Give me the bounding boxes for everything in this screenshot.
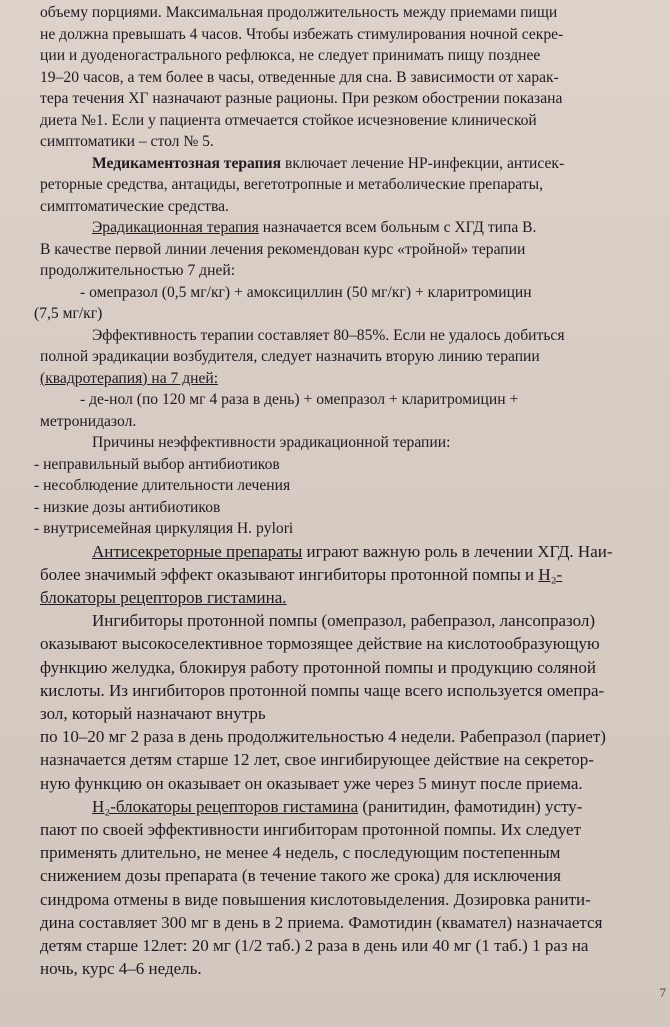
text-fragment: включает лечение HP-инфекции, антисек- bbox=[281, 154, 565, 172]
efficacy-paragraph bbox=[40, 325, 652, 433]
eradication-paragraph bbox=[34, 217, 652, 325]
text-line bbox=[40, 153, 652, 175]
ppi-paragraph bbox=[40, 609, 652, 795]
text-line: по 10–20 мг 2 раза в день продолжительностью 4 недели. Рабепразол (париет) bbox=[40, 727, 606, 747]
text-line bbox=[40, 563, 652, 586]
list-item: - неправильный выбор антибиотиков bbox=[34, 455, 280, 473]
antisecretory-paragraph bbox=[40, 540, 652, 610]
list-item: - низкие дозы антибиотиков bbox=[34, 498, 221, 516]
text-line: функцию желудка, блокируя работу протонной помпы и продукцию соляной bbox=[40, 657, 596, 677]
text-line bbox=[40, 217, 652, 239]
eradication-heading: Эрадикационная терапия bbox=[92, 219, 259, 236]
text-line: метронидазол. bbox=[40, 412, 137, 430]
antisecretory-heading: Антисекреторные препараты bbox=[92, 541, 303, 561]
h2-blockers-paragraph bbox=[40, 795, 652, 981]
text-line: ции и дуоденогастрального рефлюкса, не следует принимать пищу позднее bbox=[40, 47, 541, 64]
text-fragment: (ранитидин, фамотидин) усту- bbox=[358, 796, 583, 816]
text-line: не должна превышать 4 часов. Чтобы избежать стимулирования ночной секре- bbox=[40, 25, 564, 43]
text-line: дина составляет 300 мг в день в 2 приема. Фамотидин (квамател) назначается bbox=[40, 912, 603, 932]
text-line: В качестве первой линии лечения рекомендован курс «тройной» терапии bbox=[40, 240, 526, 258]
text-line: объему порциями. Максимальная продолжительность между приемами пищи bbox=[40, 4, 558, 21]
text-fragment: более значимый эффект оказывают ингибиторы протонной помпы и bbox=[40, 564, 539, 584]
text-line: назначается детям старше 12 лет, свое ингибирующее действие на секретор- bbox=[40, 750, 594, 770]
text-line: симптоматические средства. bbox=[40, 197, 229, 215]
text-line: пают по своей эффективности ингибиторам протонной помпы. Их следует bbox=[40, 819, 582, 839]
second-line-regimen: - де-нол (по 120 мг 4 раза в день) + омепразол + кларитромицин + bbox=[80, 391, 519, 408]
text-line bbox=[40, 368, 652, 390]
text-line bbox=[40, 540, 652, 563]
text-line: тера течения ХГ назначают разные рационы. При резком обострении показана bbox=[40, 90, 563, 107]
quadrotherapy-label: (квадротерапия) на 7 дней: bbox=[40, 369, 219, 387]
text-line: оказывают высокоселективное тормозящее действие на кислотообразующую bbox=[40, 634, 600, 654]
text-line: кислоты. Из ингибиторов протонной помпы чаще всего используется омепра- bbox=[40, 680, 605, 700]
text-line: снижением дозы препарата (в течение такого же срока) для исключения bbox=[40, 866, 561, 886]
list-item: - несоблюдение длительности лечения bbox=[34, 477, 291, 494]
h2-blockers-heading: H₂-блокаторы рецепторов гистамина bbox=[92, 796, 359, 816]
text-line: применять длительно, не менее 4 недель, с последующим постепенным bbox=[40, 843, 561, 863]
h2-blockers-label: блокаторы рецепторов гистамина. bbox=[40, 587, 287, 607]
page-number: 7 bbox=[659, 985, 666, 1000]
text-line: Эффективность терапии составляет 80–85%. Если не удалось добиться bbox=[92, 326, 565, 344]
diet-paragraph bbox=[40, 2, 652, 153]
causes-title: Причины неэффективности эрадикационной терапии: bbox=[92, 434, 451, 451]
text-line: полной эрадикации возбудителя, следует назначить вторую линию терапии bbox=[40, 348, 540, 365]
text-line: диета №1. Если у пациента отмечается стойкое исчезновение клинической bbox=[40, 111, 537, 129]
first-line-regimen: - омепразол (0,5 мг/кг) + амоксициллин (50 мг/кг) + кларитромицин bbox=[80, 283, 532, 301]
text-line: продолжительностью 7 дней: bbox=[40, 262, 236, 279]
drug-therapy-paragraph bbox=[40, 153, 652, 218]
text-fragment: играют важную роль в лечении ХГД. Наи- bbox=[302, 541, 613, 561]
text-line: синдрома отмены в виде повышения кислотовыделения. Дозировка ранити- bbox=[40, 889, 591, 909]
h2-prefix: H₂- bbox=[538, 564, 563, 584]
causes-list bbox=[34, 432, 652, 540]
drug-therapy-heading: Медикаментозная терапия bbox=[92, 154, 282, 172]
text-line: (7,5 мг/кг) bbox=[34, 305, 103, 322]
text-line bbox=[40, 795, 652, 818]
text-line: зол, который назначают внутрь bbox=[40, 703, 266, 723]
text-line: ночь, курс 4–6 недель. bbox=[40, 959, 202, 979]
text-line: реторные средства, антациды, вегетотропные и метаболические препараты, bbox=[40, 176, 543, 193]
text-line: Ингибиторы протонной помпы (омепразол, рабепразол, лансопразол) bbox=[92, 611, 596, 631]
text-line: детям старше 12лет: 20 мг (1/2 таб.) 2 раза в день или 40 мг (1 таб.) 1 раз на bbox=[40, 935, 589, 955]
text-line: 19–20 часов, а тем более в часы, отведенные для сна. В зависимости от харак- bbox=[40, 68, 559, 86]
text-line bbox=[40, 586, 652, 609]
text-line: ную функцию он оказывает он оказывает уже через 5 минут после приема. bbox=[40, 773, 583, 793]
text-fragment: назначается всем больным с ХГД типа В. bbox=[258, 219, 537, 236]
list-item: - внутрисемейная циркуляция H. pylori bbox=[34, 520, 294, 537]
text-line: симптоматики – стол № 5. bbox=[40, 133, 214, 150]
